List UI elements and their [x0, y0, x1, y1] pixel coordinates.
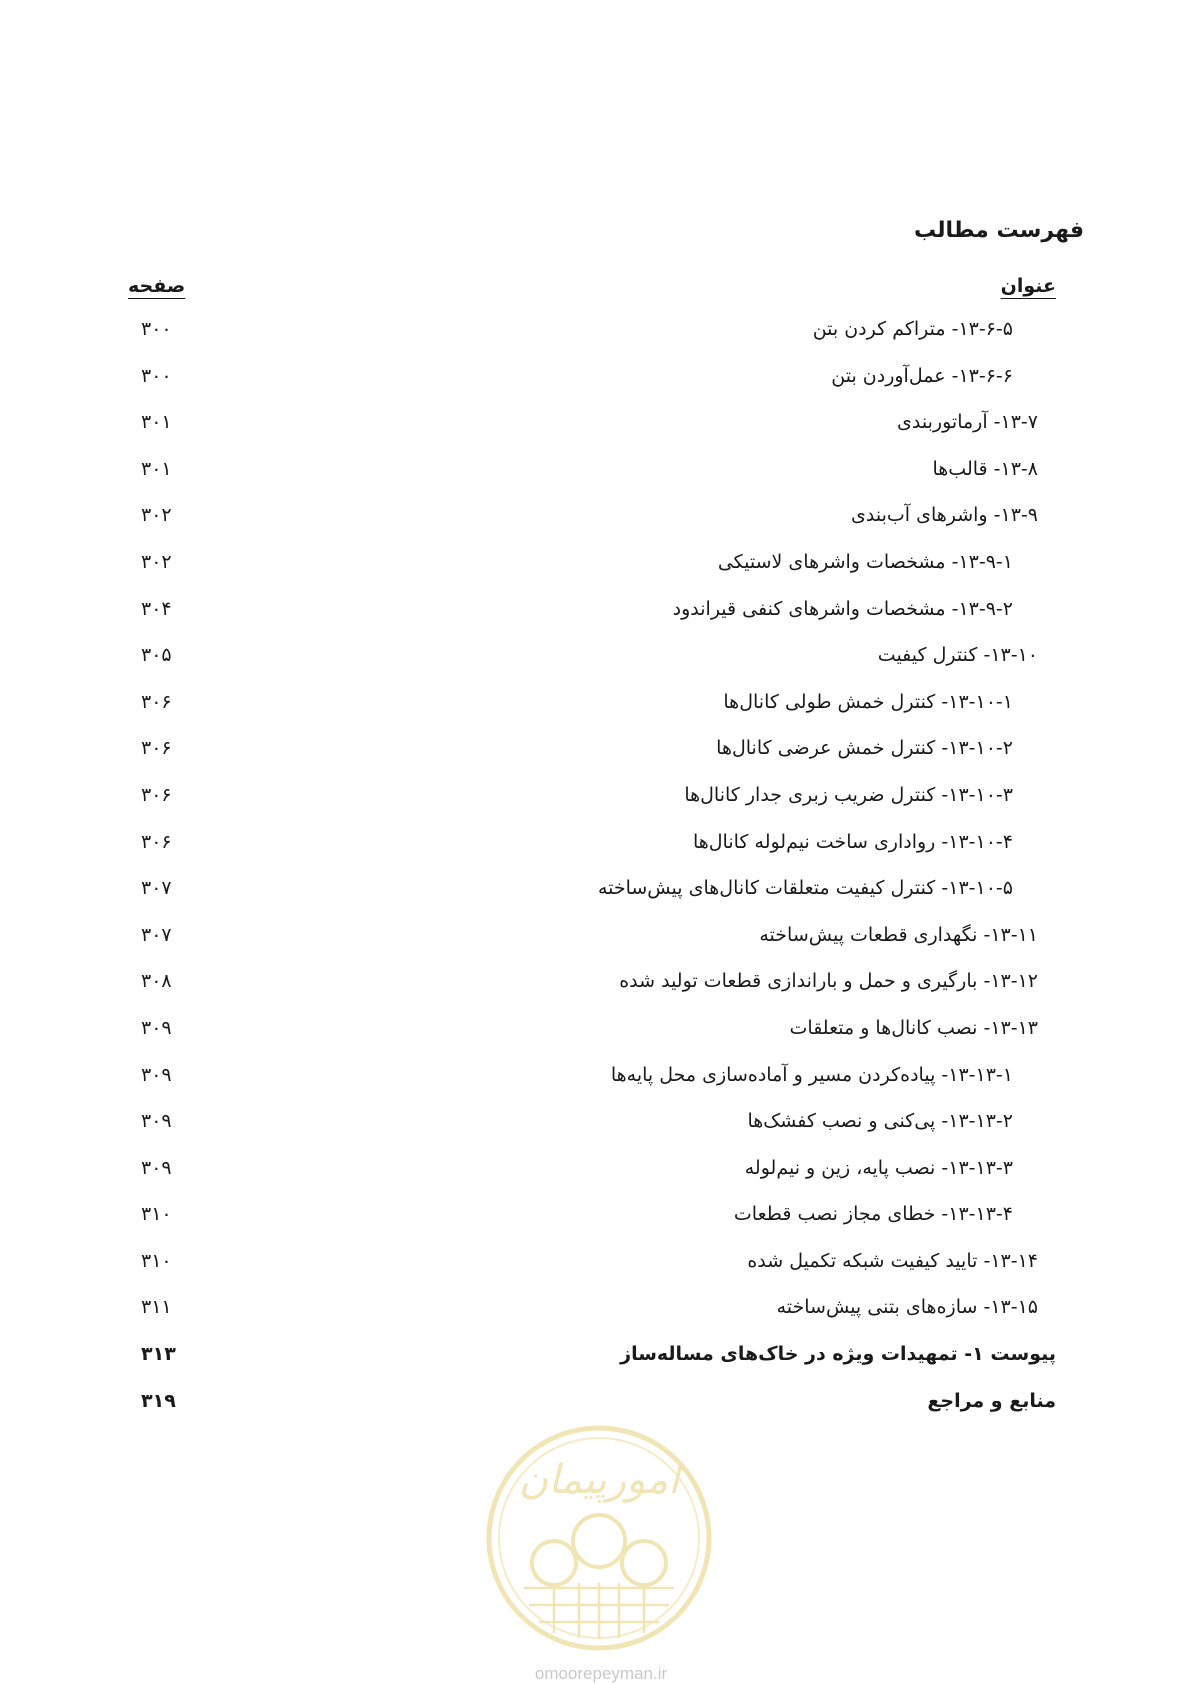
watermark-logo	[484, 1423, 714, 1653]
toc-entry-page: ۳۰۹	[141, 1156, 172, 1179]
toc-entry-title: ۱۳-۷- آرماتوربندی	[897, 411, 1038, 434]
toc-entry-page: ۳۰۲	[141, 504, 172, 527]
toc-entry-page: ۳۰۴	[141, 597, 172, 620]
toc-entry-title: منابع و مراجع	[927, 1389, 1056, 1412]
toc-entry	[0, 967, 1191, 1014]
toc-entry	[0, 781, 1191, 828]
toc-entry	[0, 1014, 1191, 1061]
toc-entry-page: ۳۰۷	[141, 923, 172, 946]
toc-entry-page: ۳۰۷	[141, 877, 172, 900]
toc-entry-title: ۱۳-۱۳-۲- پی‌کنی و نصب کفشک‌ها	[747, 1110, 1013, 1133]
toc-entry-page: ۳۰۱	[141, 457, 172, 480]
toc-entry	[0, 501, 1191, 548]
toc-entry	[0, 548, 1191, 595]
toc-entry	[0, 874, 1191, 921]
toc-entry	[0, 1293, 1191, 1340]
toc-entry	[0, 641, 1191, 688]
toc-entry-title: ۱۳-۱۰-۵- کنترل کیفیت متعلقات کانال‌های پیش‌ساخته	[597, 877, 1013, 900]
toc-entry	[0, 362, 1191, 409]
toc-entry-page: ۳۰۱	[141, 411, 172, 434]
column-header-title: عنوان	[1000, 275, 1056, 297]
toc-entry	[0, 408, 1191, 455]
toc-entry-page: ۳۱۰	[141, 1203, 172, 1226]
toc-entry	[0, 1200, 1191, 1247]
toc-entry	[0, 455, 1191, 502]
page-title: فهرست مطالب	[913, 218, 1084, 243]
toc-entry-title: ۱۳-۹-۲- مشخصات واشرهای کنفی قیراندود	[672, 597, 1013, 620]
table-of-contents	[0, 315, 1191, 1433]
toc-entry-page: ۳۱۳	[141, 1343, 176, 1366]
toc-entry-page: ۳۰۶	[141, 737, 172, 760]
toc-entry-page: ۳۱۰	[141, 1249, 172, 1272]
toc-entry-page: ۳۰۶	[141, 783, 172, 806]
toc-entry-title: ۱۳-۶-۶- عمل‌آوردن بتن	[831, 364, 1013, 387]
toc-entry-title: ۱۳-۱۱- نگهداری قطعات پیش‌ساخته	[759, 923, 1038, 946]
toc-entry	[0, 688, 1191, 735]
toc-entry-title: ۱۳-۱۲- بارگیری و حمل و باراندازی قطعات تولید شده	[619, 970, 1038, 993]
toc-entry-title: ۱۳-۱۰-۴- رواداری ساخت نیم‌لوله کانال‌ها	[692, 830, 1013, 853]
toc-entry-page: ۳۰۹	[141, 1063, 172, 1086]
toc-entry-title: ۱۳-۱۰- کنترل کیفیت	[877, 644, 1038, 667]
toc-entry-title: ۱۳-۹- واشرهای آب‌بندی	[851, 504, 1038, 527]
toc-entry-title: ۱۳-۱۰-۱- کنترل خمش طولی کانال‌ها	[723, 690, 1013, 713]
toc-entry-title: ۱۳-۱۰-۲- کنترل خمش عرضی کانال‌ها	[716, 737, 1013, 760]
toc-entry	[0, 1154, 1191, 1201]
watermark-url: omoorepeyman.ir	[534, 1664, 668, 1683]
column-header-page: صفحه	[128, 275, 186, 297]
toc-entry	[0, 1061, 1191, 1108]
toc-entry-page: ۳۰۶	[141, 690, 172, 713]
watermark-logo-text: امورپیمان	[518, 1457, 680, 1503]
toc-entry	[0, 595, 1191, 642]
toc-entry-title: ۱۳-۱۳- نصب کانال‌ها و متعلقات	[789, 1016, 1038, 1039]
toc-entry-page: ۳۰۵	[141, 644, 172, 667]
toc-entry-page: ۳۰۹	[141, 1016, 172, 1039]
toc-entry-page: ۳۰۰	[141, 364, 172, 387]
toc-entry-page: ۳۱۱	[141, 1296, 172, 1319]
toc-entry-page: ۳۰۸	[141, 970, 172, 993]
toc-entry	[0, 1340, 1191, 1387]
toc-entry-title: ۱۳-۱۳-۴- خطای مجاز نصب قطعات	[733, 1203, 1013, 1226]
toc-entry-page: ۳۰۹	[141, 1110, 172, 1133]
toc-entry	[0, 828, 1191, 875]
toc-entry-page: ۳۱۹	[141, 1389, 176, 1412]
toc-entry-title: ۱۳-۹-۱- مشخصات واشرهای لاستیکی	[717, 550, 1013, 573]
toc-entry	[0, 734, 1191, 781]
toc-entry-page: ۳۰۲	[141, 550, 172, 573]
toc-entry	[0, 1247, 1191, 1294]
toc-entry-title: ۱۳-۱۴- تایید کیفیت شبکه تکمیل شده	[747, 1249, 1038, 1272]
toc-entry-title: ۱۳-۸- قالب‌ها	[932, 457, 1038, 480]
toc-entry-title: ۱۳-۱۳-۱- پیاده‌کردن مسیر و آماده‌سازی محل پایه‌ها	[610, 1063, 1013, 1086]
toc-entry-title: پیوست ۱- تمهیدات ویژه در خاک‌های مساله‌ساز	[620, 1343, 1056, 1366]
toc-entry-title: ۱۳-۱۰-۳- کنترل ضریب زبری جدار کانال‌ها	[684, 783, 1013, 806]
toc-entry-title: ۱۳-۱۳-۳- نصب پایه، زین و نیم‌لوله	[744, 1156, 1013, 1179]
toc-entry-page: ۳۰۰	[141, 318, 172, 340]
toc-entry	[0, 1107, 1191, 1154]
toc-entry-title: ۱۳-۶-۵- متراکم کردن بتن	[812, 318, 1013, 340]
toc-entry	[0, 315, 1191, 362]
toc-entry	[0, 921, 1191, 968]
toc-entry-page: ۳۰۶	[141, 830, 172, 853]
toc-entry-title: ۱۳-۱۵- سازه‌های بتنی پیش‌ساخته	[776, 1296, 1038, 1319]
